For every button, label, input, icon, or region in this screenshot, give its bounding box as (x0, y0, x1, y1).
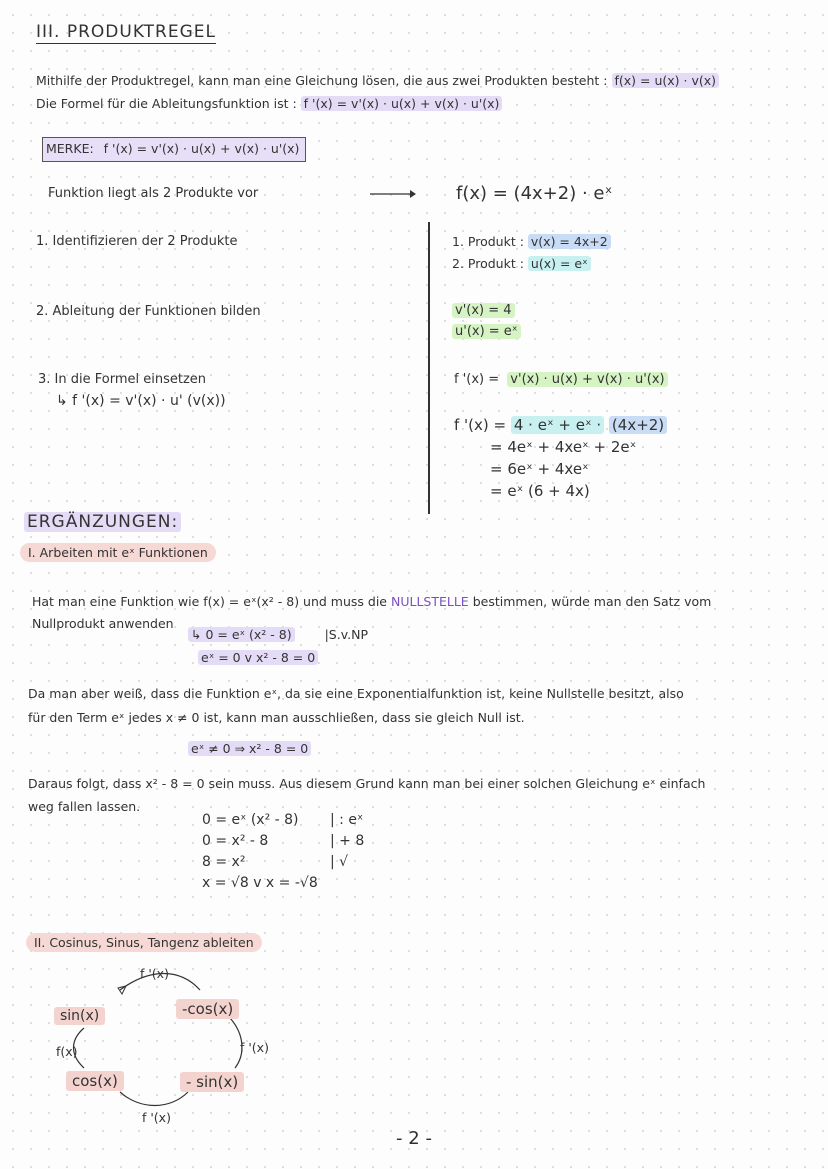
nullstelle-keyword: NULLSTELLE (390, 594, 469, 609)
equation-3: eˣ ≠ 0 ⇒ x² - 8 = 0 (188, 741, 311, 756)
subsection-2-title: II. Cosinus, Sinus, Tangenz ableiten (26, 935, 262, 950)
solution-steps (202, 810, 364, 894)
intro-formula-2: f '(x) = v'(x) · u(x) + v(x) · u'(x) (301, 96, 503, 111)
example-function: f(x) = (4x+2) · eˣ (456, 183, 613, 204)
merke-label: MERKE: (46, 141, 94, 156)
arrow-label-left: f(x) (56, 1044, 78, 1059)
substitution-part-b: (4x+2) (609, 416, 667, 434)
formula-line-body: v'(x) · u(x) + v(x) · u'(x) (507, 372, 667, 387)
product-1-value: v(x) = 4x+2 (528, 234, 611, 249)
ergaenzungen-heading: ERGÄNZUNGEN: (24, 512, 181, 532)
merke-content (46, 141, 299, 156)
solution-step: x = √8 v x = -√8 (202, 875, 318, 891)
step-1: 1. Identifizieren der 2 Produkte (36, 234, 238, 249)
arrow-label-top: f '(x) (140, 966, 169, 981)
right-arrow-icon (370, 188, 416, 200)
subsection-1-title: I. Arbeiten mit eˣ Funktionen (20, 545, 216, 560)
derivative-v: v'(x) = 4 (452, 303, 515, 318)
solution-step: 8 = x² | √ (202, 854, 349, 870)
result-line-2: = 4eˣ + 4xeˣ + 2eˣ (490, 438, 637, 456)
merke-formula: f '(x) = v'(x) · u(x) + v(x) · u'(x) (103, 141, 300, 156)
result-line-4: = eˣ (6 + 4x) (490, 482, 590, 500)
cos-node: cos(x) (66, 1072, 124, 1090)
paragraph-3-line-1: Daraus folgt, dass x² - 8 = 0 sein muss. Aus diesem Grund kann man bei einer solchen Gleichung eˣ einfach (28, 776, 706, 791)
equation-2: eˣ = 0 v x² - 8 = 0 (198, 650, 318, 665)
product-1: 1. Produkt : v(x) = 4x+2 (452, 234, 611, 249)
arrow-label-bottom: f '(x) (142, 1110, 171, 1125)
derivative-u: u'(x) = eˣ (452, 324, 521, 339)
paragraph-3-line-2: weg fallen lassen. (28, 799, 141, 814)
steps-intro: Funktion liegt als 2 Produkte vor (48, 186, 259, 201)
product-2: 2. Produkt : u(x) = eˣ (452, 256, 591, 271)
neg-sin-node: - sin(x) (180, 1073, 244, 1091)
formula-line: f '(x) = v'(x) · u(x) + v(x) · u'(x) (454, 372, 668, 387)
column-divider (428, 222, 430, 514)
paragraph-1-line-1: Hat man eine Funktion wie f(x) = eˣ(x² - 8) und muss die NULLSTELLE bestimmen, würde man den Satz vom (32, 594, 712, 609)
equation-1-note: |S.v.NP (324, 627, 369, 642)
solution-step: 0 = eˣ (x² - 8) | : eˣ (202, 812, 364, 828)
paragraph-2-line-1: Da man aber weiß, dass die Funktion eˣ, da sie eine Exponentialfunktion ist, keine Nullstelle besitzt, also (28, 686, 684, 701)
section-title-produktregel: III. PRODUKTREGEL (36, 22, 216, 42)
product-2-value: u(x) = eˣ (528, 256, 591, 271)
sin-node: sin(x) (54, 1008, 105, 1024)
substitution-line: f '(x) = 4 · eˣ + eˣ · (4x+2) (454, 416, 667, 434)
solution-step: 0 = x² - 8 | + 8 (202, 833, 365, 849)
intro-line-1: Mithilfe der Produktregel, kann man eine Gleichung lösen, die aus zwei Produkten besteht : f(x) = u(x) · v(x) (36, 73, 719, 88)
page-number: - 2 - (396, 1128, 432, 1149)
arrow-label-right: f '(x) (240, 1040, 269, 1055)
substitution-part-a: 4 · eˣ + eˣ · (511, 416, 604, 434)
step-2: 2. Ableitung der Funktionen bilden (36, 304, 261, 319)
intro-formula-1: f(x) = u(x) · v(x) (612, 73, 720, 88)
result-line-3: = 6eˣ + 4xeˣ (490, 460, 589, 478)
step-3: 3. In die Formel einsetzen (38, 372, 207, 387)
paragraph-2-line-2: für den Term eˣ jedes x ≠ 0 ist, kann man ausschließen, dass sie gleich Null ist. (28, 710, 525, 725)
equation-1: ↳ 0 = eˣ (x² - 8) |S.v.NP (188, 627, 368, 642)
paragraph-1-line-2: Nullprodukt anwenden (32, 616, 174, 631)
step-3-formula: ↳ f '(x) = v'(x) · u' (v(x)) (56, 393, 226, 409)
intro-line-2: Die Formel für die Ableitungsfunktion ist : f '(x) = v'(x) · u(x) + v(x) · u'(x) (36, 96, 502, 111)
neg-cos-node: -cos(x) (176, 1000, 239, 1018)
